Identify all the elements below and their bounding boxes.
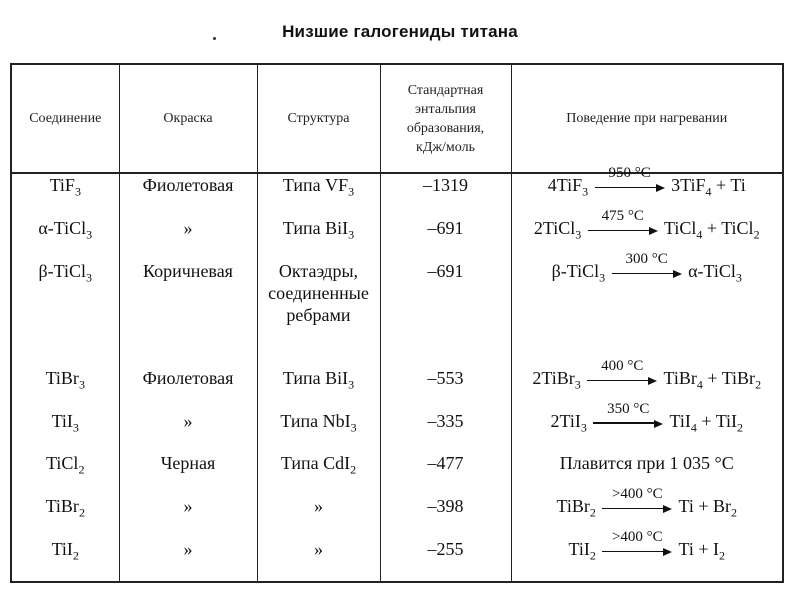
page-title: Низшие галогениды титана [282,22,518,41]
reaction-equation: 2TiCl$_3$ 475 °C TiCl$_4$ + TiCl$_2$ [533,208,760,242]
compound-cell: β-TiCl$_3$ [11,260,119,367]
table-row [11,260,783,367]
behavior-cell [511,528,783,582]
color-cell: Черная [119,452,257,495]
reaction-arrow-icon [588,208,658,234]
compound-cell: TiBr$_2$ [11,495,119,538]
speck-mark [213,37,216,40]
compound-cell: TiF$_3$ [11,173,119,217]
enthalpy-cell: –691 [380,260,511,367]
color-cell: Фиолетовая [119,173,257,217]
reaction-equation: 2TiI$_3$ 350 °C TiI$_4$ + TiI$_2$ [550,400,744,435]
behavior-cell: Плавится при 1 035 °C [511,452,783,495]
reaction-equation: TiBr$_2$ >400 °C $Ti + Br_2$ [556,486,738,520]
compound-cell: TiI$_3$ [11,410,119,453]
color-cell: Коричневая [119,260,257,367]
header-enthalpy-line3: образования, [406,120,485,136]
header-structure: Структура [257,64,380,173]
header-enthalpy-line1: Стандартная [407,82,484,98]
header-color: Окраска [119,64,257,173]
reaction-arrow-icon [593,400,663,427]
structure-cell: Типа CdI$_2$ [257,452,380,495]
enthalpy-cell: –1319 [380,173,511,217]
header-enthalpy-line4: кДж/моль [416,139,475,155]
enthalpy-cell: –398 [380,495,511,538]
compound-cell: α-TiCl$_3$ [11,217,119,260]
reaction-arrow-icon [602,528,672,555]
color-cell: » [119,410,257,453]
color-cell: » [119,495,257,538]
enthalpy-cell: –553 [380,367,511,410]
reaction-equation: 2TiBr$_3$ 400 °C TiBr$_4$ + TiBr$_2$ [532,357,762,392]
reaction-equation: 4TiF$_3$ 950 °C 3TiF$_4$ + Ti [547,165,746,199]
structure-cell: Типа NbI$_3$ [257,410,380,453]
color-cell: » [119,217,257,260]
header-behavior: Поведение при нагревании [511,64,783,173]
reaction-arrow-icon [602,486,672,512]
enthalpy-cell: –335 [380,410,511,453]
reaction-condition: >400 °C [611,528,663,545]
enthalpy-cell: –477 [380,452,511,495]
table-row [11,367,783,410]
color-cell: » [119,538,257,582]
reaction-arrow-icon [587,357,657,384]
header-enthalpy-line2: энтальпия [415,101,476,117]
table-row [11,410,783,453]
reaction-condition: >400 °C [611,486,663,503]
reaction-condition: 950 °C [608,165,651,181]
compound-cell: TiI$_2$ [11,538,119,582]
enthalpy-cell: –691 [380,217,511,260]
table-row [11,173,783,217]
behavior-cell [511,400,783,453]
header-enthalpy [380,64,511,173]
reaction-equation: β-TiCl$_3$ 300 °C α-TiCl$_3$ [551,250,742,285]
halides-table [10,63,784,583]
compound-cell: TiBr$_3$ [11,367,119,410]
structure-cell: Типа BiI$_3$ [257,367,380,410]
reaction-arrow-icon [612,250,682,277]
compound-cell: TiCl$_2$ [11,452,119,495]
reaction-condition: 400 °C [601,357,644,374]
reaction-arrow-icon [595,165,665,191]
structure-cell: Типа $VF_3$ [257,173,380,217]
header-compound: Соединение [11,64,119,173]
reaction-condition: 300 °C [625,250,668,267]
reaction-condition: 350 °C [607,400,650,417]
structure-cell: Октаэдры, соединенные ребрами [257,260,380,367]
reaction-condition: 475 °C [601,208,644,225]
structure-cell: » [257,495,380,538]
enthalpy-cell: –255 [380,538,511,582]
behavior-cell [511,250,783,367]
reaction-equation: TiI$_2$ >400 °C $Ti + I_2$ [568,528,726,563]
structure-cell: Типа BiI$_3$ [257,217,380,260]
color-cell: Фиолетовая [119,367,257,410]
structure-cell: » [257,538,380,582]
table-row [11,538,783,582]
header-row [11,64,783,173]
